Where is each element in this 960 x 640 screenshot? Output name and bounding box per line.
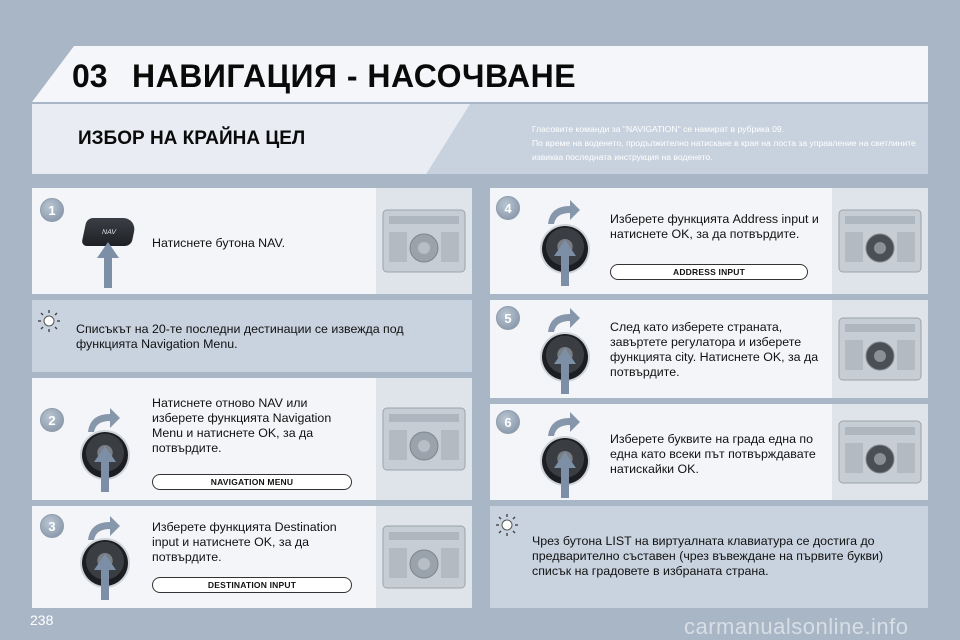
chapter-number: 03 — [72, 58, 108, 94]
press-arrow-icon — [97, 242, 119, 288]
lightbulb-icon — [496, 514, 518, 536]
voice-command-note — [532, 122, 917, 164]
radio-panel-image — [832, 404, 928, 500]
press-arrow-icon — [554, 240, 576, 286]
radio-panel-image — [832, 300, 928, 398]
press-arrow-icon — [94, 446, 116, 492]
tip-2-text: Чрез бутона LIST на виртуалната клавиатура се достига до предварително съставен (чрез въвеждане на първите букви) списък на градовете в избраната страна. — [532, 534, 884, 578]
step-4-number: 4 — [496, 196, 520, 220]
voice-note-line-1: Гласовите команди за "NAVIGATION" се намират в рубрика 09. — [532, 124, 785, 134]
press-arrow-icon — [94, 554, 116, 600]
lightbulb-icon — [38, 310, 60, 332]
step-5-number: 5 — [496, 306, 520, 330]
radio-panel-image — [376, 506, 472, 608]
rotate-arrow-icon — [86, 408, 120, 434]
navigation-menu-label: NAVIGATION MENU — [152, 474, 352, 490]
tip-1-text: Списъкът на 20-те последни дестинации се извежда под функцията Navigation Menu. — [76, 322, 404, 351]
section-title: ИЗБОР НА КРАЙНА ЦЕЛ — [78, 128, 306, 149]
step-6-text: Изберете буквите на града една по една като всеки път потвърждавате натискайки OK. — [610, 432, 816, 476]
step-2-number: 2 — [40, 408, 64, 432]
page-title: НАВИГАЦИЯ - НАСОЧВАНЕ — [132, 58, 577, 94]
step-4-text: Изберете функцията Address input и натиснете OK, за да потвърдите. — [610, 212, 819, 241]
step-3-number: 3 — [40, 514, 64, 538]
page-number: 238 — [30, 612, 54, 628]
step-1-number: 1 — [40, 198, 64, 222]
voice-note-line-2: По време на воденето, продължително натискане в края на лоста за управление на светлините извиква последната инструкция на воденето. — [532, 138, 916, 162]
rotate-arrow-icon — [546, 412, 580, 438]
step-1-text: Натиснете бутона NAV. — [152, 236, 286, 250]
watermark: carmanualsonline.info — [684, 614, 909, 639]
radio-panel-image — [376, 378, 472, 500]
radio-panel-image — [832, 188, 928, 294]
nav-button-icon: NAV — [81, 218, 137, 246]
rotate-arrow-icon — [86, 516, 120, 542]
radio-panel-image — [376, 188, 472, 294]
press-arrow-icon — [554, 452, 576, 498]
step-3-text: Изберете функцията Destination input и натиснете OK, за да потвърдите. — [152, 520, 337, 564]
step-6-number: 6 — [496, 410, 520, 434]
rotate-arrow-icon — [546, 308, 580, 334]
rotate-arrow-icon — [546, 200, 580, 226]
address-input-label: ADDRESS INPUT — [610, 264, 808, 280]
destination-input-label: DESTINATION INPUT — [152, 577, 352, 593]
press-arrow-icon — [554, 348, 576, 394]
step-5-text: След като изберете страната, завъртете регулатора и изберете функцията city. Натиснете OK, за да потвърдите. — [610, 320, 819, 379]
step-2-text: Натиснете отново NAV или изберете функцията Navigation Menu и натиснете OK, за да потвърдите. — [152, 396, 332, 455]
